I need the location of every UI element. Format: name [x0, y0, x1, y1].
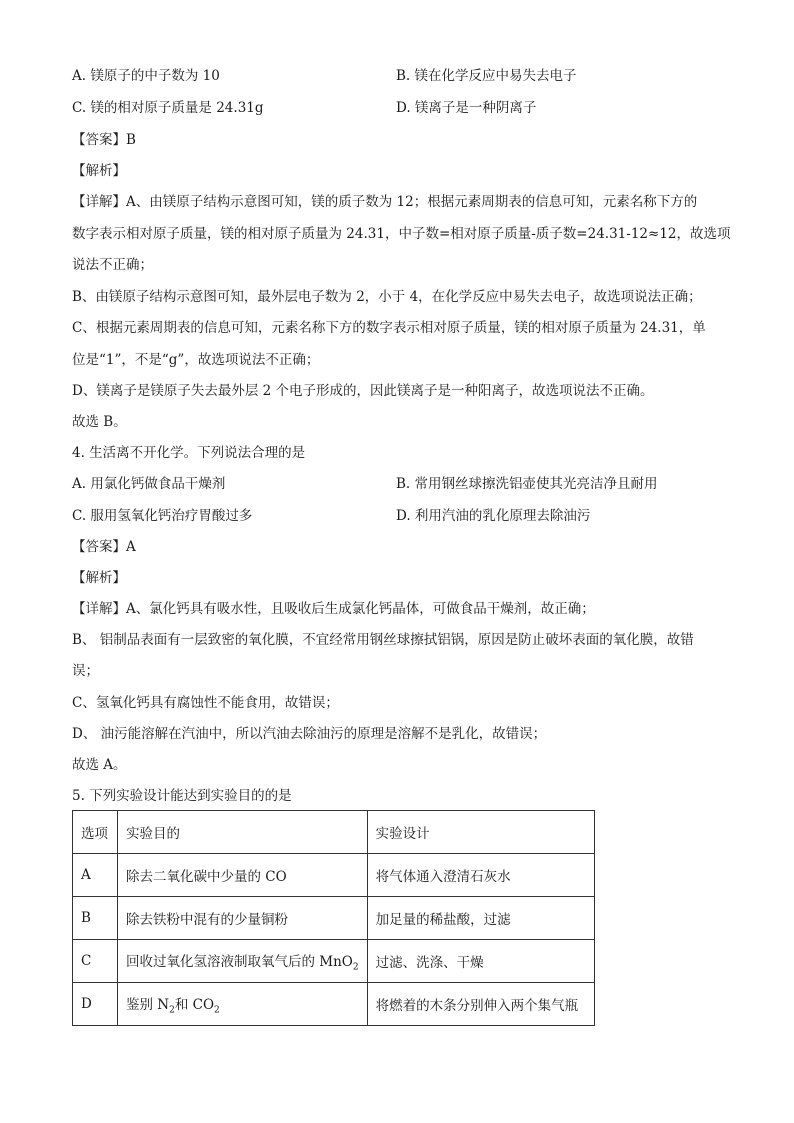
q4-answer: 【答案】A [72, 539, 136, 555]
q4-detail-line: 【详解】A、氯化钙具有吸水性，且吸收后生成氯化钙晶体，可做食品干燥剂，故正确； [72, 601, 595, 617]
table-header-cell: 选项 [73, 811, 118, 854]
q5-table [72, 810, 595, 1026]
q4-detail-line: 故选 A。 [72, 757, 127, 773]
table-cell-option: A [73, 854, 118, 897]
purpose-text: 鉴别 N [126, 996, 170, 1013]
q3-detail-line: B、由镁原子结构示意图可知，最外层电子数为 2，小于 4，在化学反应中易失去电子，故选项说法正确； [72, 289, 702, 305]
q3-option-d: D. 镁离子是一种阴离子 [396, 100, 537, 116]
q3-detail-line: D、镁离子是镁原子失去最外层 2 个电子形成的，因此镁离子是一种阳离子，故选项说法不正确。 [72, 383, 654, 399]
table-cell-option: C [73, 940, 118, 983]
table-row [73, 983, 595, 1026]
q4-option-c: C. 服用氢氧化钙治疗胃酸过多 [72, 508, 253, 524]
q4-detail-line: B、 铝制品表面有一层致密的氧化膜，不宜经常用钢丝球擦拭铝锅，原因是防止破坏表面的氧化膜，故错 [72, 632, 694, 648]
subscript: 2 [352, 962, 359, 973]
table-cell-purpose [118, 940, 368, 983]
table-cell-design: 过滤、洗涤、干燥 [367, 940, 594, 983]
table-row [73, 854, 595, 897]
q4-option-a: A. 用氯化钙做食品干燥剂 [72, 476, 226, 492]
q3-option-c: C. 镁的相对原子质量是 24.31g [72, 100, 264, 116]
purpose-text: 回收过氧化氢溶液制取氧气后的 MnO [126, 953, 353, 970]
q3-detail-line: 故选 B。 [72, 414, 127, 430]
q4-detail-line: C、氢氧化钙具有腐蚀性不能食用，故错误； [72, 695, 339, 711]
table-cell-purpose [118, 983, 368, 1026]
q4-detail-line: D、 油污能溶解在汽油中，所以汽油去除油污的原理是溶解不是乳化，故错误； [72, 726, 547, 742]
q3-detail-line: C、根据元素周期表的信息可知，元素名称下方的数字表示相对原子质量，镁的相对原子质量为 24.31，单 [72, 320, 706, 336]
q3-detail-line: 【详解】A、由镁原子结构示意图可知，镁的质子数为 12；根据元素周期表的信息可知，元素名称下方的 [72, 194, 698, 210]
q4-option-b: B. 常用钢丝球擦洗铝壶使其光亮洁净且耐用 [396, 476, 658, 492]
table-cell-design: 将燃着的木条分别伸入两个集气瓶 [367, 983, 594, 1026]
subscript: 2 [169, 1005, 175, 1016]
q3-answer: 【答案】B [72, 132, 136, 148]
q3-analysis-heading: 【解析】 [72, 163, 126, 179]
table-header-row [73, 811, 595, 854]
table-row [73, 897, 595, 940]
q3-detail-line: 说法不正确； [72, 257, 153, 273]
table-row [73, 940, 595, 983]
q4-detail-line: 误； [72, 663, 99, 679]
table-cell-option: B [73, 897, 118, 940]
table-cell-design: 将气体通入澄清石灰水 [367, 854, 594, 897]
q4-analysis-heading: 【解析】 [72, 570, 126, 586]
table-cell-purpose: 除去铁粉中混有的少量铜粉 [118, 897, 368, 940]
table-header-cell: 实验目的 [118, 811, 368, 854]
purpose-text: 和 CO [174, 996, 215, 1013]
subscript: 2 [214, 1005, 220, 1016]
q3-option-a: A. 镁原子的中子数为 10 [72, 68, 220, 84]
q3-option-b: B. 镁在化学反应中易失去电子 [396, 68, 577, 84]
q3-detail-line: 位是“1”，不是“g”，故选项说法不正确； [72, 352, 320, 368]
q4-option-d: D. 利用汽油的乳化原理去除油污 [396, 508, 591, 524]
q3-detail-line: 数字表示相对原子质量，镁的相对原子质量为 24.31，中子数=相对原子质量-质子数=24.31-12≈12，故选项 [72, 226, 731, 242]
table-cell-purpose: 除去二氧化碳中少量的 CO [118, 854, 368, 897]
table-cell-design: 加足量的稀盐酸，过滤 [367, 897, 594, 940]
q4-question: 4. 生活离不开化学。下列说法合理的是 [72, 445, 306, 461]
table-header-cell: 实验设计 [367, 811, 594, 854]
table-cell-option: D [73, 983, 118, 1026]
q5-question: 5. 下列实验设计能达到实验目的的是 [72, 788, 292, 804]
